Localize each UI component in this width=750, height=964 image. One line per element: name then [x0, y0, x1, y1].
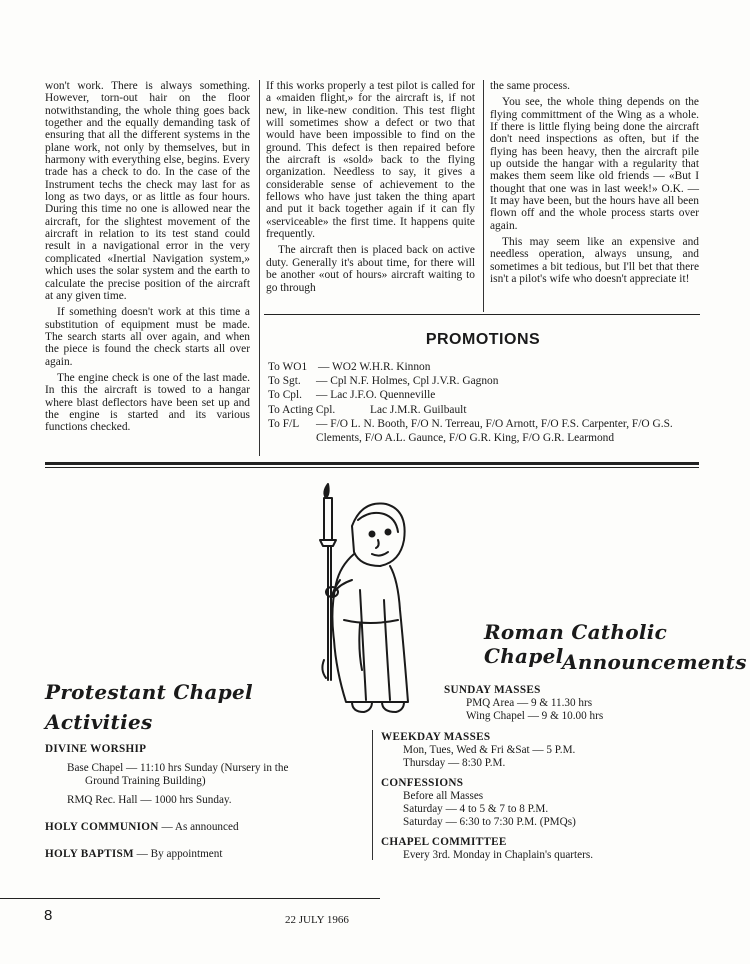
schedule-line: Base Chapel — 11:10 hrs Sunday (Nursery in the: [67, 762, 289, 774]
holy-communion-section: [45, 821, 239, 834]
schedule-line: PMQ Area — 9 & 11.30 hrs: [466, 697, 593, 709]
confessions-section: [381, 777, 576, 829]
schedule-line: Thursday — 8:30 P.M.: [403, 757, 506, 769]
column-divider: [259, 80, 260, 456]
holy-baptism-section: [45, 848, 222, 861]
article-paragraph: If this works properly a test pilot is called for a «maiden flight,» for the aircraft is, if not new, in like-new condition. This test flight will sometimes show a defect or two that would have been impossible to find on the ground. This defect is then repaired before the aircraft is «sold» back to the flying organization. Needless to say, it gives a considerable sense of achievement to the fellows who have just taken the thing apart and put it back together again if it can fly «serviceable» the first time. It happens quite frequently.: [266, 80, 475, 241]
protestant-subtitle: Activities: [45, 710, 153, 734]
promotions-list: [268, 360, 708, 445]
section-divider: [45, 467, 699, 468]
schedule-line: Before all Masses: [403, 790, 484, 802]
page-number: 8: [44, 907, 53, 924]
section-divider: [264, 314, 700, 315]
promotion-rank: To Acting Cpl.: [268, 403, 336, 416]
column-divider: [483, 80, 484, 312]
promotion-names: — Lac J.F.O. Quenneville: [316, 389, 436, 402]
promotion-names: — Cpl N.F. Holmes, Cpl J.V.R. Gagnon: [316, 375, 499, 388]
article-column-3: [490, 80, 699, 286]
issue-date: 22 JULY 1966: [285, 914, 349, 926]
promotions-title: PROMOTIONS: [425, 331, 541, 348]
article-paragraph: If something doesn't work at this time a substitution of equipment must be made. The search starts all over again, and when the piece is found the check starts all over again.: [45, 306, 250, 368]
promotion-names: — F/O L. N. Booth, F/O N. Terreau, F/O Arnott, F/O F.S. Carpenter, F/O G.S. Clements, F/O A.L. Gaunce, F/O G.R. King, F/O G.R. Learmond: [316, 417, 673, 445]
weekday-masses-section: [381, 731, 575, 770]
sunday-masses-section: [444, 684, 603, 723]
promotion-entry: [268, 374, 708, 388]
article-paragraph: This may seem like an expensive and needless operation, always unsung, and sometimes a bit tedious, but I'll bet that there isn't a pilot's wife who doesn't appreciate it!: [490, 236, 699, 286]
article-paragraph: won't work. There is always something. However, torn-out hair on the floor notwithstanding, the whole thing goes back together and the equally demanding task of ensuring that all the different systems in the plane work, not only by themselves, but in harmony with everything else, begins. Every trade has a check to do. In the case of the Instrument techs the check may last for as long as two days, or as little as four hours. During this time no one is allowed near the aircraft, for the slightest movement of the aircraft in relation to its test stand could result in a navigational error in the very complicated «Inertial Navigation system,» which uses the solar system and the earth to calculate the precise position of the aircraft at any given time.: [45, 80, 250, 302]
promotion-rank: To Sgt.: [268, 375, 301, 388]
schedule-line: — By appointment: [136, 848, 223, 860]
promotion-rank: To F/L: [268, 417, 300, 430]
section-heading: SUNDAY MASSES: [444, 684, 541, 696]
schedule-line: Mon, Tues, Wed & Fri &Sat — 5 P.M.: [403, 744, 576, 756]
promotion-names: — WO2 W.H.R. Kinnon: [318, 361, 431, 373]
promotion-entry: [268, 417, 708, 445]
schedule-line: Saturday — 4 to 5 & 7 to 8 P.M.: [403, 803, 549, 815]
promotion-names: Lac J.M.R. Guilbault: [370, 403, 467, 416]
roman-catholic-subtitle: Announcements: [562, 650, 747, 674]
schedule-line: Ground Training Building): [85, 775, 206, 787]
section-heading: DIVINE WORSHIP: [45, 743, 147, 755]
schedule-line: — As announced: [161, 821, 239, 833]
promotion-entry: [268, 360, 708, 374]
schedule-line: Wing Chapel — 9 & 10.00 hrs: [466, 710, 604, 722]
schedule-line: Saturday — 6:30 to 7:30 P.M. (PMQs): [403, 816, 576, 828]
article-column-2: [266, 80, 475, 294]
promotion-rank: To Cpl.: [268, 389, 303, 402]
article-paragraph: You see, the whole thing depends on the flying committment of the Wing as a whole. If there is little flying being done the aircraft don't need inspections as often, but if the flying has been heavy, then the aircraft pile up outside the hangar with a regularity that makes them seem like old friends — «But I thought that one was in last week!» O.K. — It may have been, but the hours have all been flown off and the whole process starts over again.: [490, 96, 699, 232]
monk-with-candle-illustration: [300, 480, 420, 720]
promotion-rank: To WO1: [268, 361, 308, 373]
divine-worship-section: [45, 743, 365, 807]
article-column-1: [45, 80, 250, 434]
section-heading: HOLY COMMUNION: [45, 821, 159, 833]
schedule-line: RMQ Rec. Hall — 1000 hrs Sunday.: [67, 794, 232, 806]
column-divider: [372, 730, 373, 860]
article-paragraph: the same process.: [490, 80, 571, 92]
promotion-entry: [268, 388, 708, 402]
section-heading: WEEKDAY MASSES: [381, 731, 491, 743]
section-divider: [45, 462, 699, 465]
protestant-title: Protestant Chapel: [45, 680, 253, 704]
promotion-entry: [268, 403, 708, 417]
schedule-line: Every 3rd. Monday in Chaplain's quarters.: [403, 849, 593, 861]
section-heading: HOLY BAPTISM: [45, 848, 134, 860]
roman-catholic-title: Roman Catholic Chapel: [484, 620, 668, 668]
section-heading: CONFESSIONS: [381, 777, 464, 789]
article-paragraph: The engine check is one of the last made. In this the aircraft is towed to a hangar where blast deflectors have been set up and the engine is started and its various functions checked.: [45, 371, 250, 434]
section-heading: CHAPEL COMMITTEE: [381, 836, 507, 848]
article-paragraph: The aircraft then is placed back on active duty. Generally it's about time, for there will be another «out of hours» aircraft waiting to go through: [266, 244, 475, 294]
chapel-committee-section: [381, 836, 593, 862]
footer-divider: [0, 898, 380, 899]
